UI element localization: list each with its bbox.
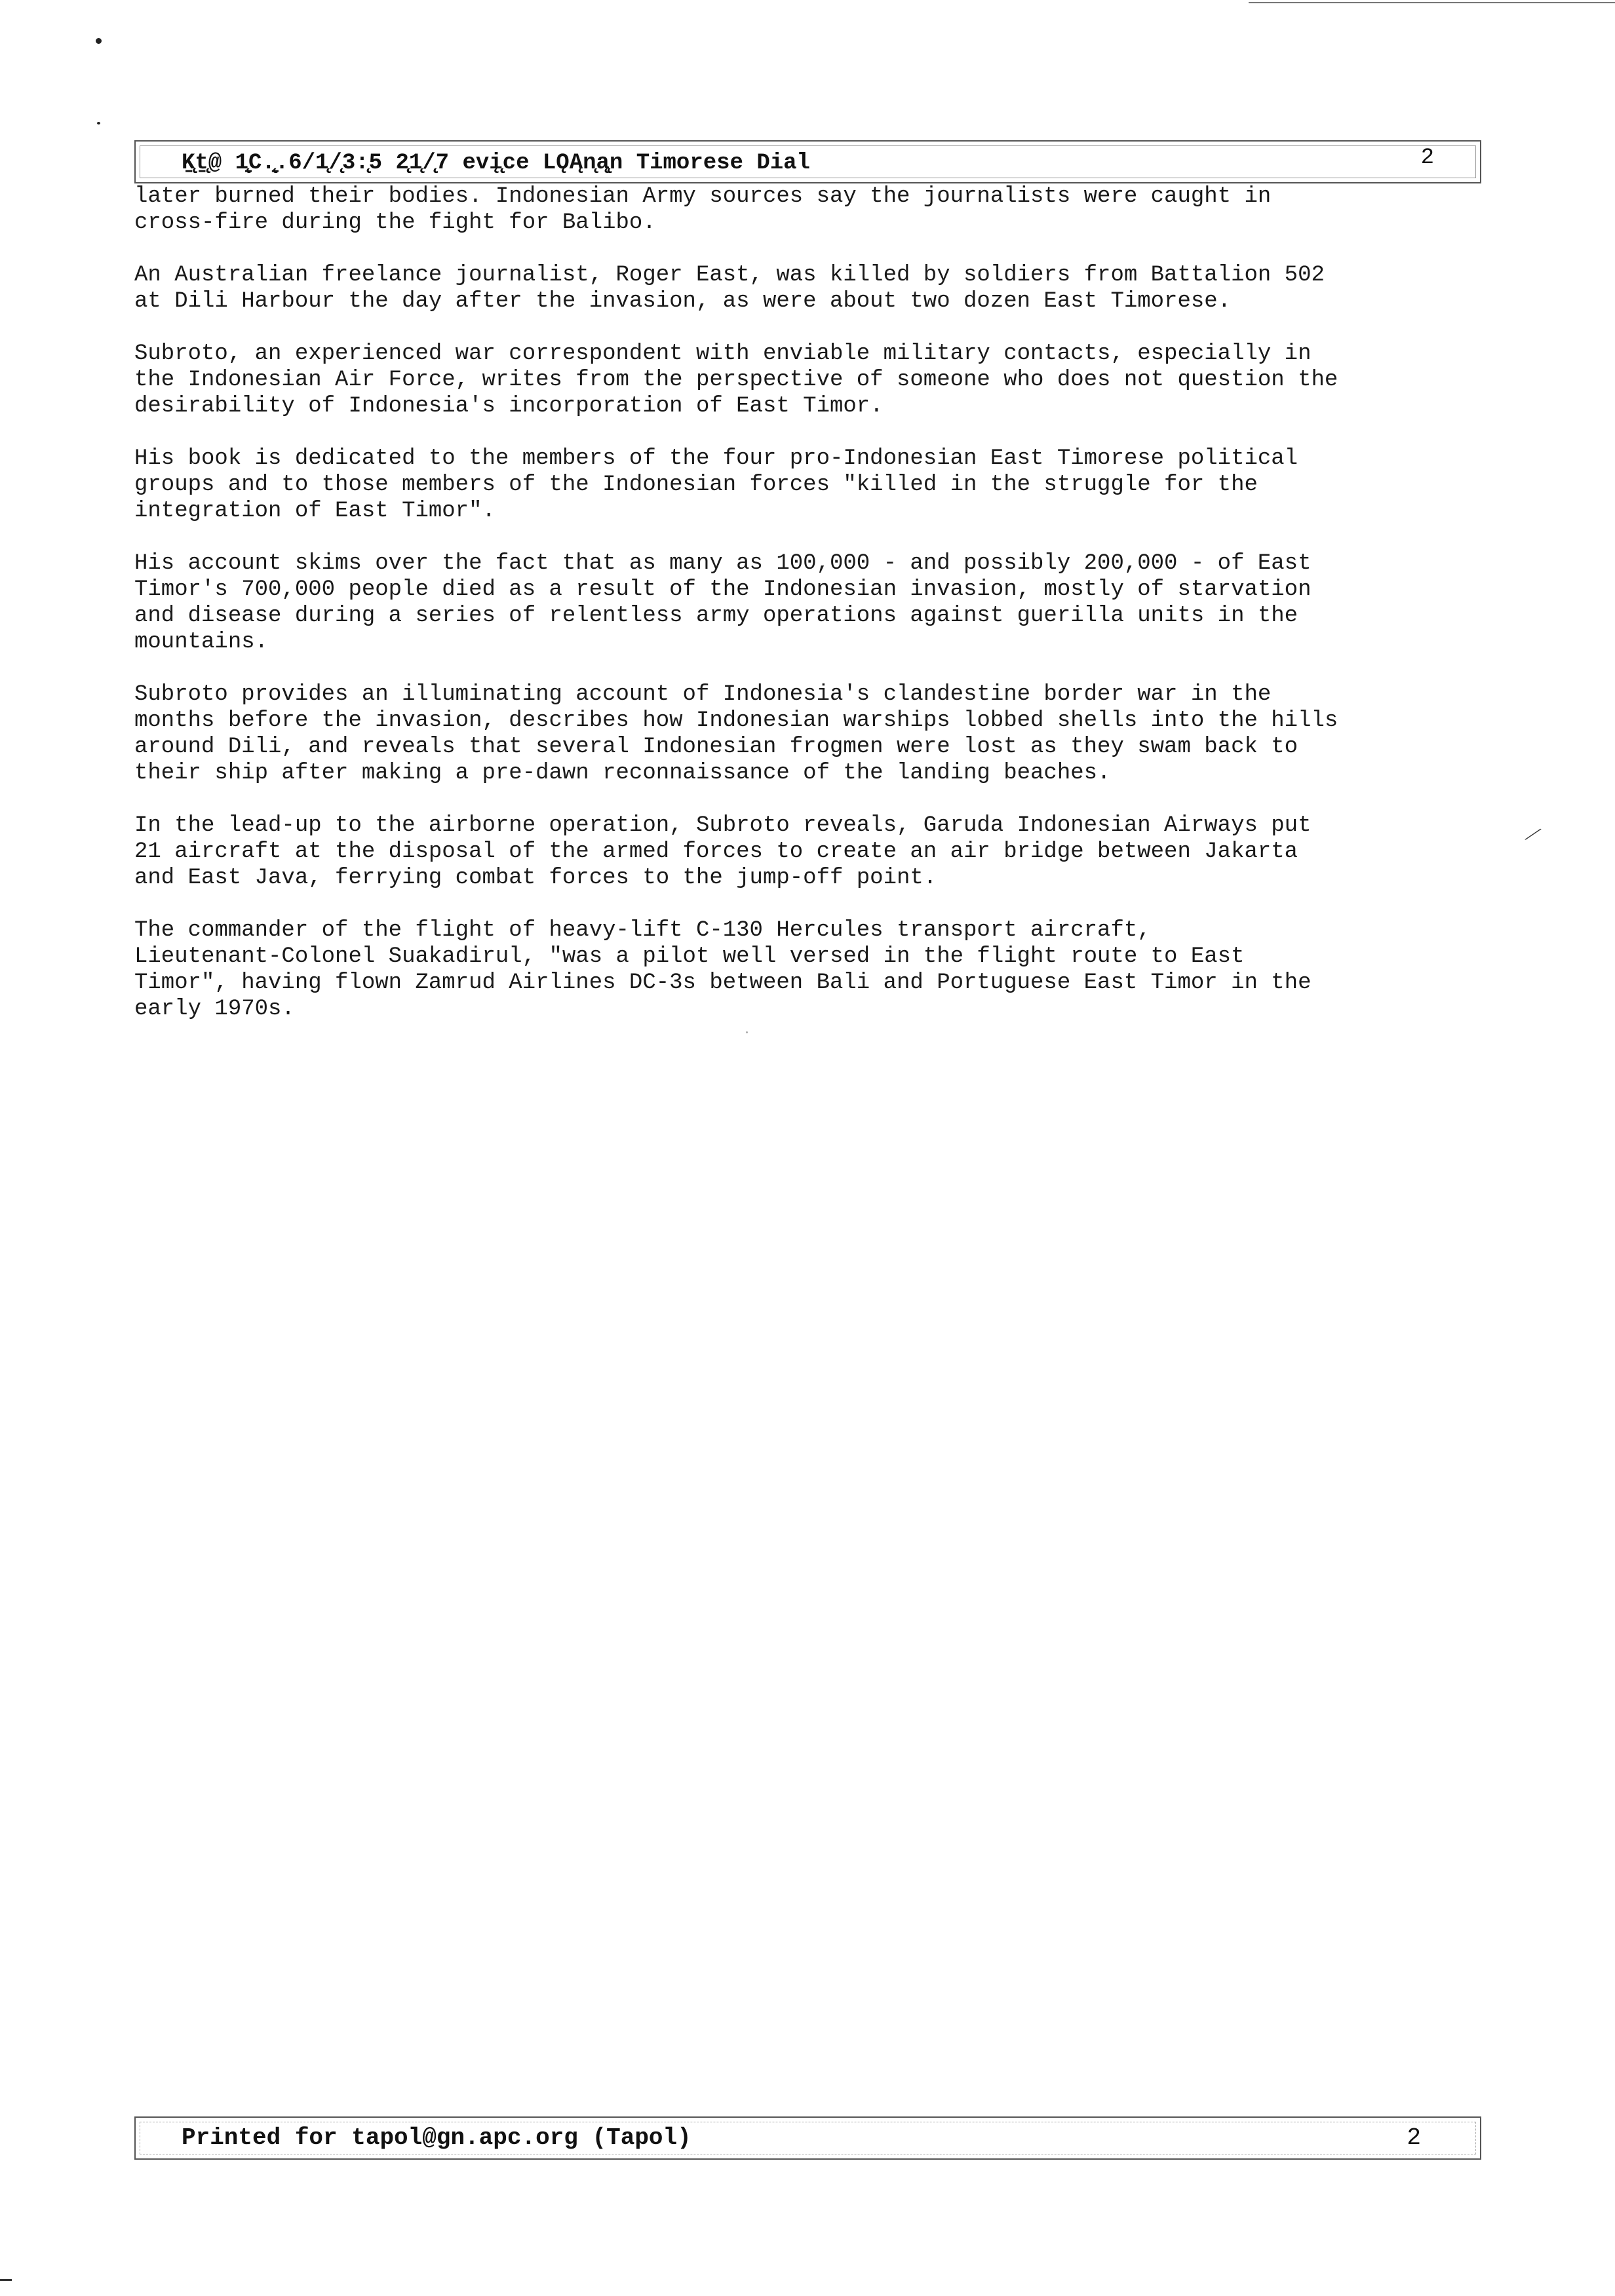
header-title: Ḵ̨̨ṯ̨@ 1̨̱C.̨̨̱.6/1̨/̨̨3:̨5 2̨̨1̨/̨̨7 evį̨̨ce LǪĄn̨ą̨̨n Timorese Dial	[182, 151, 810, 176]
footer-page-number: 2	[1407, 2124, 1421, 2151]
paragraph: In the lead-up to the airborne operation, Subroto reveals, Garuda Indonesian Airways put 21 aircraft at the disposal of the armed forces to create an air bridge between Jakarta and East Java, ferrying combat forces to the jump-off point.	[134, 813, 1312, 890]
paragraph: The commander of the flight of heavy-lift C-130 Hercules transport aircraft, Lieutenant-Colonel Suakadirul, "was a pilot well versed in the flight route to East Timor", having flown Zamrud Airlines DC-3s between Bali and Portuguese East Timor in the early 1970s.	[134, 918, 1312, 1022]
header-page-number: 2	[1420, 145, 1434, 170]
scan-edge-mark	[0, 2279, 12, 2281]
margin-tick-mark: ⁄	[1527, 821, 1540, 847]
paragraph: An Australian freelance journalist, Roger East, was killed by soldiers from Battalion 502 at Dili Harbour the day after the invasion, as were about two dozen East Timorese.	[134, 263, 1325, 314]
scan-speck	[97, 122, 100, 124]
footer-printed-for: Printed for tapol@gn.apc.org (Tapol)	[182, 2124, 691, 2151]
paragraph: His account skims over the fact that as many as 100,000 - and possibly 200,000 - of East Timor's 700,000 people died as a result of the Indonesian invasion, mostly of starvation and disease during a series of relentless army operations against guerilla units in the mountains.	[134, 551, 1312, 655]
paragraph: Subroto, an experienced war correspondent with enviable military contacts, especially in the Indonesian Air Force, writes from the perspective of someone who does not question the desirability of Indonesia's incorporation of East Timor.	[134, 341, 1338, 419]
scan-edge-line	[1249, 2, 1615, 3]
paragraph: later burned their bodies. Indonesian Army sources say the journalists were caught in cross-fire during the fight for Balibo.	[134, 184, 1272, 235]
scan-speck	[96, 38, 102, 44]
page-header	[134, 140, 1481, 183]
page-footer	[134, 2116, 1481, 2160]
paragraph: Subroto provides an illuminating account of Indonesia's clandestine border war in the months before the invasion, describes how Indonesian warships lobbed shells into the hills around Dili, and reveals that several Indonesian frogmen were lost as they swam back to their ship after making a pre-dawn reconnaissance of the landing beaches.	[134, 682, 1338, 786]
article-body	[134, 183, 1485, 1048]
paragraph: His book is dedicated to the members of the four pro-Indonesian East Timorese political groups and to those members of the Indonesian forces "killed in the struggle for the integration of East Timor".	[134, 446, 1298, 524]
